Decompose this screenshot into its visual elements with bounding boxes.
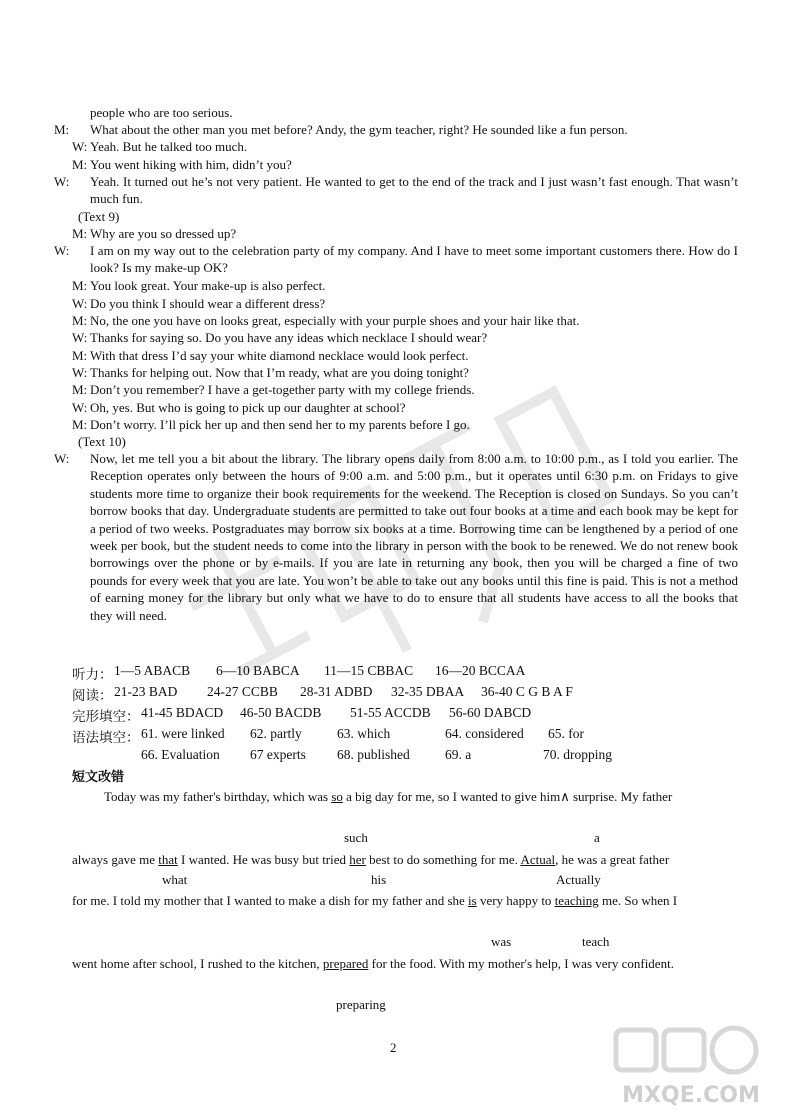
speaker-label: M: [72,313,88,328]
text-fragment: best to do something for me. [365,852,521,867]
dialogue-text: I am on my way out to the celebration party of my company. And I have to meet some important customers there. How do I look? Is my make-up OK? [90,243,738,275]
reading-answer: 21-23 BAD [114,684,178,699]
correction-word: what [162,872,188,887]
error-word: Actual [520,852,556,867]
error-word: prepared [322,956,369,971]
dialogue-text: What about the other man you met before? Andy, the gym teacher, right? He sounded like a fun person. [90,122,628,137]
transcript-line [72,104,738,121]
speaker-label: M: [72,278,88,293]
grammar-answer: 66. Evaluation [141,747,220,762]
listening-answer: 16—20 BCCAA [435,663,526,678]
transcript-line [72,399,720,416]
speaker-label: M: [54,122,70,137]
section-heading: 短文改错 [72,770,125,785]
speaker-label: W: [72,330,88,345]
correction-line-2 [72,851,720,868]
text-fragment: , he was a great father [555,852,670,867]
transcript-line [72,138,720,155]
text-fragment: went home after school, I rushed to the kitchen, [72,956,323,971]
listening-answer: 1—5 ABACB [114,663,191,678]
section-marker: (Text 10) [78,434,126,449]
transcript-line [72,312,720,329]
reading-answer: 24-27 CCBB [207,684,278,699]
grammar-answer: 63. which [337,726,391,741]
transcript-line [54,173,738,207]
transcript-line [72,225,720,242]
speaker-label: M: [72,226,88,241]
grammar-answer: 67 experts [250,747,306,762]
reading-answer: 28-31 ADBD [300,684,373,699]
dialogue-text: You look great. Your make-up is also perfect. [90,278,326,293]
correction-word: was [491,934,512,949]
text-fragment: I wanted. He was busy but tried [177,852,350,867]
transcript-line [54,121,738,138]
speaker-label: W: [54,174,70,189]
reading-answer: 32-35 DBAA [391,684,465,699]
grammar-answer: 65. for [548,726,584,741]
dialogue-text: Thanks for saying so. Do you have any ideas which necklace I should wear? [90,330,488,345]
speaker-label: W: [72,296,88,311]
dialogue-text: You went hiking with him, didn’t you? [90,157,292,172]
text10-body: Now, let me tell you a bit about the library. The library opens daily from 8:00 a.m. to 10:00 p.m., as I told you earlier. The Reception operates only between the hours of 9:00 a.m. and 5:00 p.m., but it operates until 6:30 p.m. on Fridays to give students more time to organize their book requirements for the weekend. The Reception is closed on Sundays. So you can’t borrow books that day. Undergraduate students are permitted to take out four books at a time and each book may be kept for a period of two weeks. Postgraduates may borrow six books at a time. Borrowing time can be lengthened by a period of one week per book, but the student needs to come into the library in person with the book to be renewed. We do not renew book borrowings over the phone or by e-mails. If you are late in returning any book, then you will be charged a fine of two pounds for every week that you are late. You won’t be able to take out any books until this fine is paid. This is not a method of earning money for the library but only what we have to do to ensure that all students have access to all the books that they will need. [90,451,738,623]
dialogue-text: Don’t you remember? I have a get-together party with my college friends. [90,382,475,397]
speaker-label: M: [72,417,88,432]
text-fragment: always gave me [72,852,159,867]
text-fragment: very happy to [476,893,555,908]
cloze-answer: 46-50 BACDB [240,705,322,720]
speaker-label: W: [72,400,88,415]
dialogue-text: Yeah. It turned out he’s not very patient. He wanted to get to the end of the track and I just wasn’t fast enough. That wasn’t much fun. [90,174,738,206]
text-fragment: me. So when I [598,893,678,908]
transcript-line [72,364,720,381]
listening-label: 听力： [72,667,113,682]
transcript-line [54,242,738,276]
watermark-text: MXQE.COM [622,1083,760,1108]
transcript-line [72,295,720,312]
transcript-line [72,381,720,398]
grammar-answer: 68. published [337,747,410,762]
speaker-label: W: [72,139,88,154]
correction-word: his [371,872,387,887]
listening-answer: 6—10 BABCA [216,663,300,678]
grammar-answer: 69. a [445,747,472,762]
speaker-label: M: [72,348,88,363]
transcript-line [72,433,726,450]
cloze-answer: 56-60 DABCD [449,705,532,720]
correction-word: Actually [556,872,601,887]
text10-paragraph [54,450,738,624]
section-marker: (Text 9) [78,209,120,224]
speaker-label: W: [54,451,70,466]
grammar-answer: 64. considered [445,726,524,741]
grammar-label: 语法填空： [72,730,140,745]
cloze-answer: 41-45 BDACD [141,705,224,720]
dialogue-text: No, the one you have on looks great, especially with your purple shoes and your hair like that. [90,313,580,328]
page-number: 2 [390,1040,397,1055]
dialogue-text: Oh, yes. But who is going to pick up our daughter at school? [90,400,406,415]
error-word: so [331,789,343,804]
error-word: that [158,852,178,867]
site-logo-watermark [606,1022,776,1112]
speaker-label: M: [72,157,88,172]
dialogue-text: Thanks for helping out. Now that I’m ready, what are you doing tonight? [90,365,469,380]
dialogue-text: Yeah. But he talked too much. [90,139,248,154]
error-word: is [468,893,477,908]
dialogue-text: With that dress I’d say your white diamond necklace would look perfect. [90,348,469,363]
listening-answer: 11—15 CBBAC [324,663,414,678]
grammar-answer: 62. partly [250,726,302,741]
speaker-label: W: [54,243,70,258]
correction-word: teach [582,934,610,949]
correction-word: such [344,830,368,845]
transcript-line [72,277,720,294]
cloze-answer: 51-55 ACCDB [350,705,431,720]
transcript-line [72,347,720,364]
speaker-label: M: [72,382,88,397]
transcript-line [72,329,720,346]
grammar-answer: 61. were linked [141,726,225,741]
cloze-label: 完形填空： [72,709,140,724]
transcript-line [72,208,726,225]
correction-word: preparing [336,997,386,1012]
reading-answer: 36-40 C G B A F [481,684,573,699]
transcript-line [72,156,720,173]
dialogue-text: Why are you so dressed up? [90,226,237,241]
error-word: her [349,852,366,867]
error-word: teaching [554,893,599,908]
dialogue-text: Don’t worry. I’ll pick her up and then send her to my parents before I go. [90,417,470,432]
text-fragment: Today was my father's birthday, which was [104,789,332,804]
transcript-line [72,416,720,433]
dialogue-text: people who are too serious. [90,105,233,120]
correction-line-4 [72,955,720,972]
text-fragment: for me. I told my mother that I wanted to make a dish for my father and she [72,893,469,908]
correction-line-3 [72,892,720,909]
correction-line-1 [72,788,720,805]
text-fragment: for the food. With my mother's help, I was very confident. [368,956,674,971]
text-fragment: a big day for me, so I wanted to give him∧ surprise. My father [342,789,673,804]
grammar-answer: 70. dropping [543,747,612,762]
speaker-label: W: [72,365,88,380]
correction-word: a [594,830,600,845]
reading-label: 阅读： [72,688,113,703]
dialogue-text: Do you think I should wear a different dress? [90,296,326,311]
